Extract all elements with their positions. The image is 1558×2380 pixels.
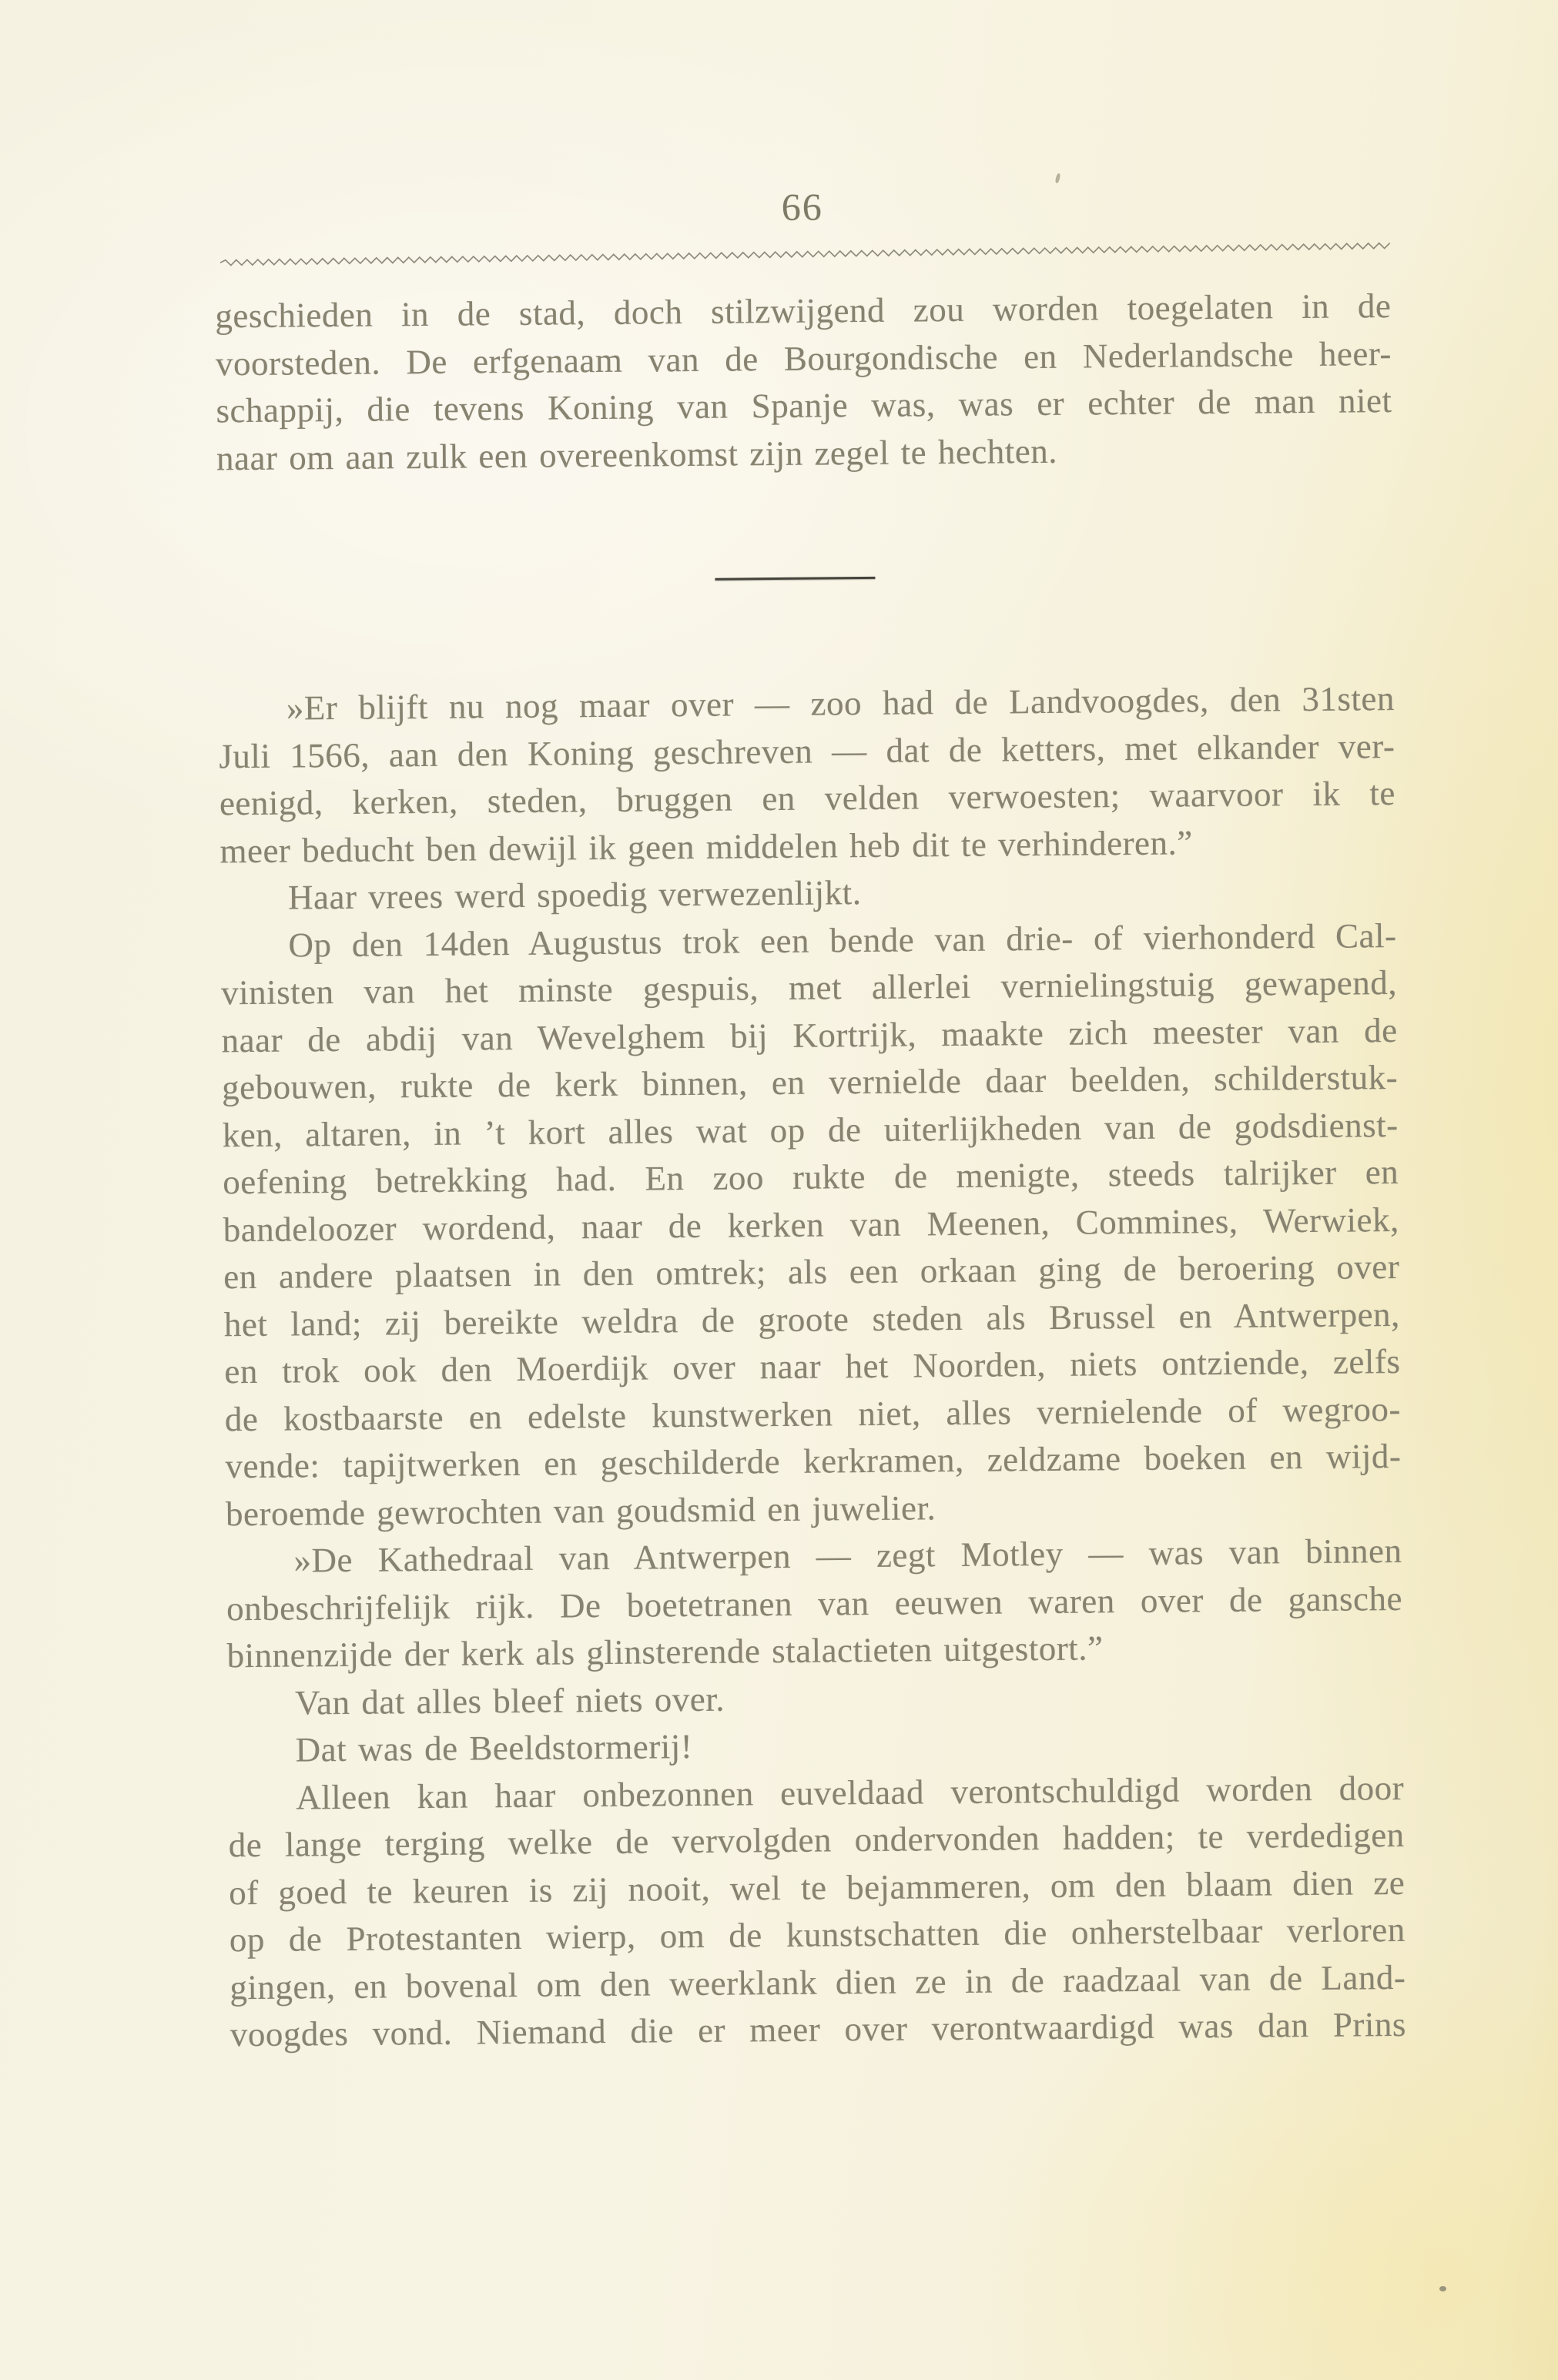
paragraph: [215, 283, 1392, 482]
text-line: beroemde gewrochten van goudsmid en juwelier.: [225, 1488, 936, 1533]
text-line: ken, altaren, in ’t kort alles wat op de uiterlijkheden van de godsdienst-: [222, 1105, 1399, 1154]
text-line: schappij, die tevens Koning van Spanje was, was er echter de man niet: [216, 381, 1392, 430]
text-line: vende: tapijtwerken en geschilderde kerkramen, zeldzame boeken en wijd-: [225, 1436, 1402, 1486]
text-line: oefening betrekking had. En zoo rukte de menigte, steeds talrijker en: [223, 1152, 1399, 1202]
text-line: Juli 1566, aan den Koning geschreven — dat de ketters, met elkander ver-: [219, 726, 1395, 775]
text-line: de kostbaarste en edelste kunstwerken niet, alles vernielende of wegroo-: [224, 1389, 1402, 1438]
text-line: vinisten van het minste gespuis, met allerlei vernielingstuig gewapend,: [220, 962, 1398, 1013]
text-line: op de Protestanten wierp, om de kunstschatten die onherstelbaar verloren: [229, 1910, 1406, 1960]
text-line: geschieden in de stad, doch stilzwijgend zou worden toegelaten in de: [215, 286, 1392, 336]
text-line: meer beducht ben dewijl ik geen middelen heb dit te verhinderen.”: [219, 822, 1193, 870]
text-line: Alleen kan haar onbezonnen euveldaad verontschuldigd worden door: [295, 1768, 1405, 1817]
text-line: gebouwen, rukte de kerk binnen, en vernielde daar beelden, schilderstuk-: [221, 1057, 1399, 1107]
text-line: »De Kathedraal van Antwerpen — zegt Motley — was van binnen: [293, 1531, 1402, 1580]
text-line: onbeschrijfelijk rijk. De boetetranen van eeuwen waren over de gansche: [226, 1578, 1403, 1628]
paragraph: [219, 675, 1396, 875]
text-block: [215, 283, 1406, 2059]
text-line: voorsteden. De erfgenaam van de Bourgondische en Nederlandsche heer-: [215, 333, 1392, 383]
text-line: en trok ook den Moerdijk over naar het Noorden, niets ontziende, zelfs: [224, 1341, 1401, 1391]
text-line: het land; zij bereikte weldra de groote steden als Brussel en Antwerpen,: [223, 1294, 1401, 1344]
text-line: gingen, en bovenal om den weerklank dien ze in de raadzaal van de Land-: [230, 1957, 1406, 2007]
decorative-wavy-rule: [220, 239, 1391, 269]
text-line: eenigd, kerken, steden, bruggen en velden verwoesten; waarvoor ik te: [219, 774, 1396, 823]
text-line: Haar vrees werd spoedig verwezenlijkt.: [287, 873, 862, 917]
text-line: voogdes vond. Niemand die er meer over verontwaardigd was dan Prins: [230, 2004, 1407, 2054]
section-divider: [715, 577, 875, 581]
text-line: binnenzijde der kerk als glinsterende stalactieten uitgestort.”: [226, 1629, 1104, 1675]
paragraph: [228, 1764, 1406, 2058]
text-line: Van dat alles bleef niets over.: [294, 1679, 725, 1722]
text-line: en andere plaatsen in den omtrek; als een orkaan ging de beroering over: [223, 1247, 1400, 1297]
text-line: bandeloozer wordend, naar de kerken van Meenen, Commines, Werwiek,: [223, 1200, 1399, 1249]
text-line: naar de abdij van Wevelghem bij Kortrijk, maakte zich meester van de: [221, 1010, 1398, 1059]
page-number: 66: [781, 185, 823, 229]
text-line: naar om aan zulk een overeenkomst zijn zegel te hechten.: [216, 431, 1058, 477]
paragraph: [220, 912, 1402, 1538]
paragraph: [226, 1528, 1403, 1680]
text-line: »Er blijft nu nog maar over — zoo had de Landvoogdes, den 31sten: [286, 679, 1395, 728]
text-line: Op den 14den Augustus trok een bende van drie- of vierhonderd Cal-: [288, 916, 1397, 965]
text-line: Dat was de Beeldstormerij!: [295, 1727, 693, 1769]
text-line: of goed te keuren is zij nooit, wel te bejammeren, om den blaam dien ze: [229, 1863, 1406, 1912]
text-line: de lange terging welke de vervolgden ondervonden hadden; te verdedigen: [228, 1815, 1405, 1865]
scan-speck: [1439, 2286, 1446, 2291]
